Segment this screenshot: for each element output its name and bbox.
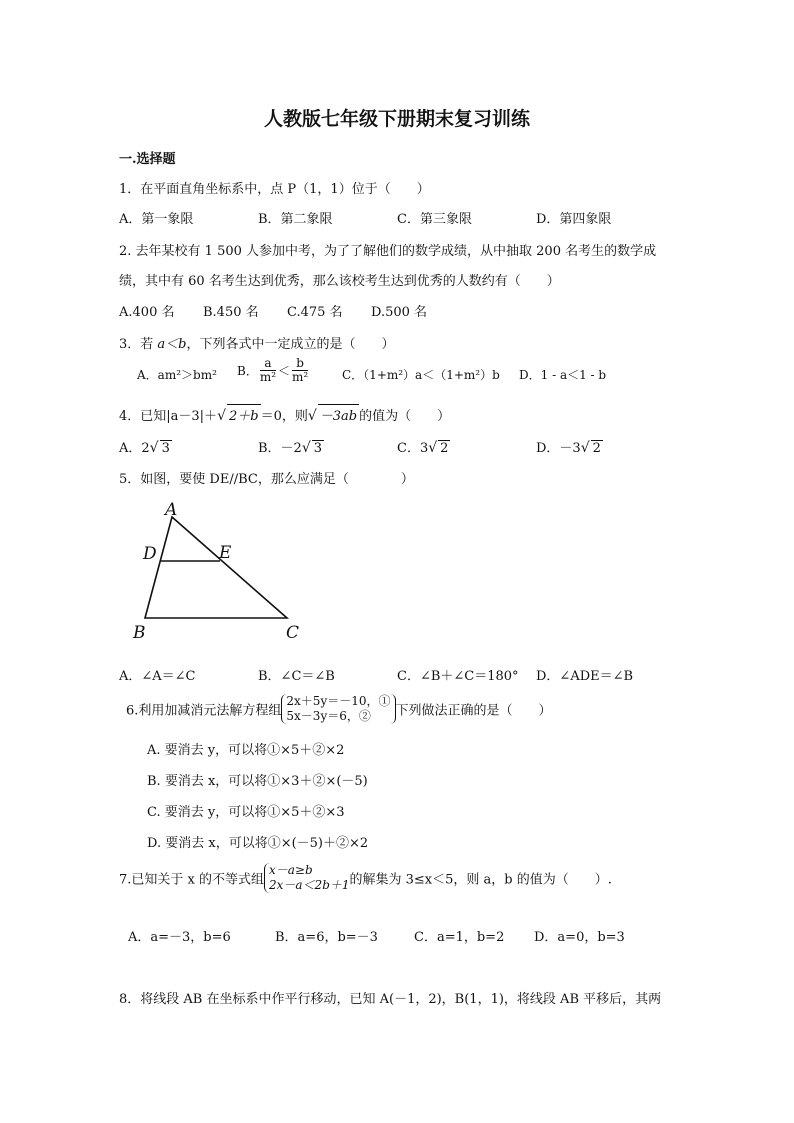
- q7-prefix: 7.已知关于 x 的不等式组: [119, 872, 264, 888]
- label-e: E: [219, 543, 232, 563]
- q6-suffix: 下列做法正确的是（ ）: [395, 703, 552, 719]
- q6-option-c: C. 要消去 y，可以将①×5＋②×3: [147, 805, 345, 820]
- q3-option-b: [237, 357, 310, 384]
- q2-option-a: A.400 名: [119, 305, 175, 320]
- q5-option-c: C．∠B＋∠C＝180°: [397, 669, 519, 684]
- q3-fraction-1-numerator: a: [260, 357, 276, 371]
- q2-option-c: C.475 名: [287, 305, 343, 320]
- question-3: [119, 333, 395, 352]
- q4-option-b: B．－2√ 3: [258, 440, 323, 456]
- question-2-line-2: 绩，其中有 60 名考生达到优秀，那么该校考生达到优秀的人数约有（ ）: [119, 274, 560, 289]
- q5-option-d: D．∠ADE＝∠B: [536, 669, 634, 684]
- q6-prefix: 6.利用加减消元法解方程组: [126, 703, 282, 719]
- q7-option-a: A．a=－3，b=6: [128, 930, 231, 945]
- q5-option-a: A．∠A＝∠C: [119, 669, 196, 684]
- label-b: B: [133, 623, 146, 643]
- q3-option-a: A．am²＞bm²: [137, 368, 217, 382]
- question-7: [119, 863, 612, 893]
- q2-option-b: B.450 名: [203, 305, 259, 320]
- q7-inequality-2: 2x－a＜2b＋1: [269, 878, 350, 892]
- q4-option-d: D．－3√ 2: [536, 440, 601, 456]
- q1-option-c: C．第三象限: [397, 212, 472, 227]
- question-5: 5．如图，要使 DE//BC，那么应满足（ ）: [119, 472, 414, 487]
- q6-option-b: B. 要消去 x，可以将①×3＋②×(－5): [147, 774, 368, 789]
- q3-fraction-2-numerator: b: [292, 357, 308, 371]
- q3-condition: a＜b: [157, 337, 187, 352]
- q3-suffix: ，下列各式中一定成立的是（ ）: [186, 337, 395, 352]
- label-d: D: [143, 544, 157, 564]
- q3-fraction-2-denominator: m²: [292, 370, 309, 384]
- q5-option-b: B．∠C＝∠B: [258, 669, 335, 684]
- q6-option-d: D. 要消去 x，可以将①×(－5)＋②×2: [147, 836, 369, 851]
- q3-fraction-1-denominator: m²: [259, 370, 277, 384]
- q3-fraction-2: [292, 357, 308, 384]
- q1-option-d: D．第四象限: [536, 212, 612, 227]
- q4-middle: ＝0，则: [260, 409, 308, 424]
- q4-radical-2: －3ab: [318, 404, 359, 424]
- q7-option-b: B．a=6，b=－3: [275, 930, 378, 945]
- q1-option-a: A．第一象限: [119, 212, 194, 227]
- question-4: 4．已知|a－3|＋√ 2＋b ＝0，则√ －3ab 的值为（ ）: [119, 404, 450, 424]
- q7-suffix: 的解集为 3≤x＜5，则 a，b 的值为（ ）.: [349, 872, 612, 888]
- q4-suffix: 的值为（ ）: [359, 409, 451, 424]
- q4-option-c: C．3√ 2: [397, 440, 449, 456]
- q3-option-b-label: B．: [237, 364, 258, 378]
- q7-inequality-1: x－a≥b: [269, 863, 313, 877]
- question-2-line-1: 2. 去年某校有 1 500 人参加中考，为了了解他们的数学成绩，从中抽取 200 名考生的数学成: [119, 244, 657, 259]
- q4-option-a: A．2√ 3: [119, 440, 170, 456]
- q7-option-c: C．a=1，b=2: [414, 930, 505, 945]
- q7-option-d: D．a=0，b=3: [534, 930, 625, 945]
- q3-fraction-1: [260, 357, 276, 384]
- q6-equation-system: [281, 694, 395, 724]
- question-1: 1．在平面直角坐标系中，点 P（1，1）位于（ ）: [119, 182, 430, 197]
- q3-prefix: 3．若: [119, 337, 158, 352]
- q4-radical-1: 2＋b: [227, 404, 261, 424]
- q6-equation-2: 5x－3y＝6，②: [286, 709, 371, 723]
- label-a: A: [165, 500, 178, 520]
- q6-equation-1: 2x＋5y＝－10，①: [286, 694, 391, 708]
- q4-prefix: 4．已知|a－3|＋: [119, 409, 218, 424]
- q6-option-a: A. 要消去 y，可以将①×5＋②×2: [147, 743, 345, 758]
- q7-inequality-system: [264, 863, 350, 893]
- q3-option-c: C．（1+m²）a＜（1+m²）b: [342, 368, 500, 382]
- q3-option-d: D．1 - a＜1 - b: [519, 368, 607, 382]
- triangle-abc: [145, 517, 287, 618]
- triangle-figure: [125, 495, 315, 645]
- label-c: C: [286, 623, 300, 643]
- question-6: [126, 694, 552, 724]
- question-8: 8．将线段 AB 在坐标系中作平行移动，已知 A(－1，2)，B(1，1)，将线段 AB 平移后，其两: [119, 992, 662, 1007]
- section-heading: 一.选择题: [119, 152, 176, 167]
- q2-option-d: D.500 名: [371, 305, 428, 320]
- q3-less-than: ＜: [278, 364, 291, 378]
- page-title: 人教版七年级下册期末复习训练: [263, 108, 530, 130]
- q1-option-b: B．第二象限: [258, 212, 333, 227]
